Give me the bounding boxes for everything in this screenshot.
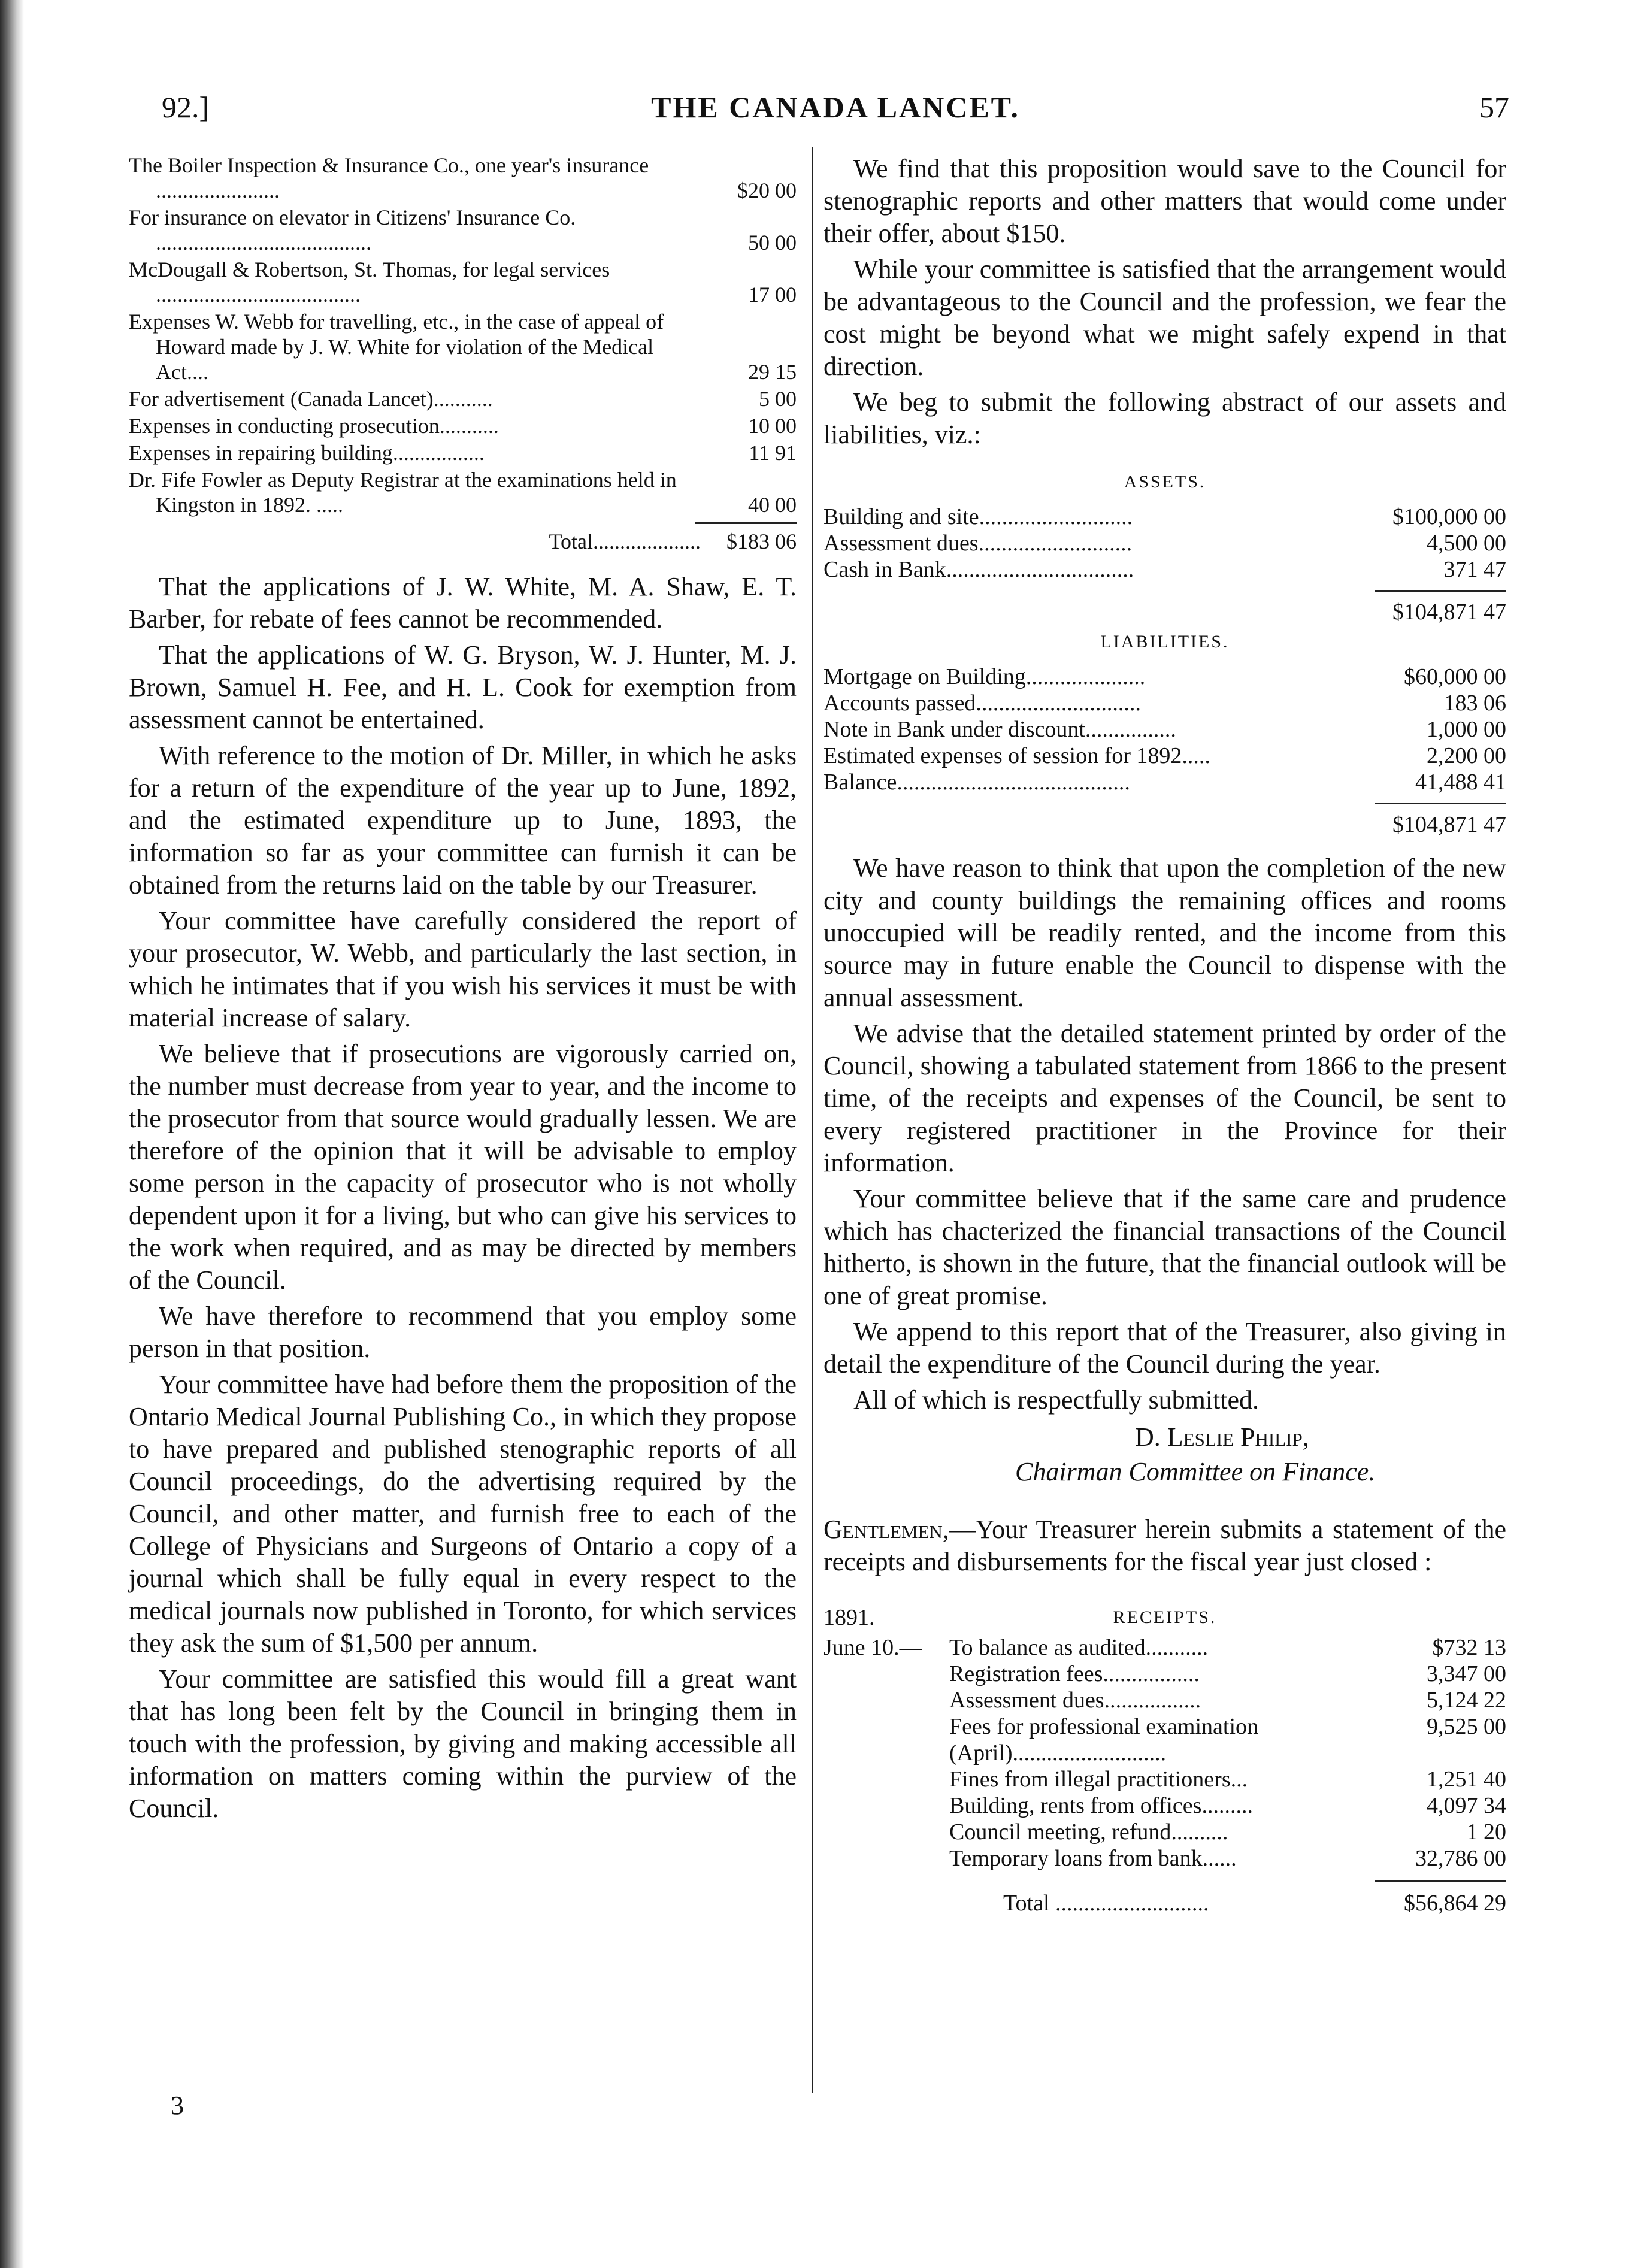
receipt-row bbox=[824, 1687, 1506, 1713]
total-rule bbox=[1375, 803, 1506, 804]
expenses-ledger bbox=[129, 153, 797, 554]
receipt-amount: 32,786 00 bbox=[1415, 1846, 1506, 1871]
asset-amount: $100,000 00 bbox=[1392, 504, 1506, 529]
signatory-role: Chairman Committee on Finance. bbox=[1015, 1457, 1376, 1486]
receipt-amount: 4,097 34 bbox=[1427, 1793, 1506, 1818]
body-paragraph: We append to this report that of the Treasurer, also giving in detail the expenditure of the Council during the year. bbox=[824, 1317, 1506, 1379]
body-paragraph: With reference to the motion of Dr. Miller, in which he asks for a return of the expenditure of the year up to June, 1892, and the estimated expenditure up to June, 1893, the information so far as your committee can furnish it can be obtained from the returns laid on the table by our Treasurer. bbox=[129, 741, 797, 900]
expense-amount: 10 00 bbox=[748, 414, 797, 438]
expense-amount: 17 00 bbox=[748, 283, 797, 307]
receipt-amount: 1,251 40 bbox=[1427, 1767, 1506, 1792]
expense-row bbox=[129, 440, 797, 465]
body-paragraph: We have therefore to recommend that you employ some person in that position. bbox=[129, 1301, 797, 1363]
journal-title: THE CANADA LANCET. bbox=[651, 90, 1020, 124]
expense-amount: 40 00 bbox=[748, 493, 797, 517]
receipt-amount: 5,124 22 bbox=[1427, 1688, 1506, 1713]
liability-amount: 183 06 bbox=[1443, 691, 1506, 716]
asset-row bbox=[824, 504, 1506, 530]
expense-label: Expenses in repairing building................. bbox=[129, 441, 485, 465]
expenses-total-row bbox=[129, 529, 797, 554]
receipt-row bbox=[824, 1634, 1506, 1661]
salutation: Gentlemen, bbox=[824, 1515, 949, 1544]
liability-amount: 2,200 00 bbox=[1427, 743, 1506, 768]
total-rule bbox=[1375, 590, 1506, 592]
signature-mark: 3 bbox=[171, 2091, 184, 2120]
asset-row bbox=[824, 556, 1506, 583]
receipt-label: Fees for professional examination (April)........................... bbox=[949, 1714, 1259, 1766]
receipt-label: Council meeting, refund.......... bbox=[949, 1819, 1228, 1845]
expenses-total-amount: $183 06 bbox=[726, 529, 797, 553]
body-paragraph: Your committee are satisfied this would fill a great want that has long been felt by the Council in bringing them in touch with the profession, by giving and making accessible all information on matters coming within the purview of the Council. bbox=[129, 1664, 797, 1823]
liability-amount: $60,000 00 bbox=[1404, 664, 1506, 689]
expense-row bbox=[129, 205, 797, 255]
receipt-label: Assessment dues................. bbox=[949, 1688, 1201, 1713]
expense-label: Expenses in conducting prosecution........... bbox=[129, 414, 499, 438]
receipts-year: 1891. bbox=[824, 1605, 875, 1630]
expense-label: McDougall & Robertson, St. Thomas, for legal services ...................................... bbox=[129, 258, 610, 307]
treasurer-intro bbox=[824, 1513, 1506, 1578]
receipts-header bbox=[824, 1604, 1506, 1634]
receipt-amount: 3,347 00 bbox=[1427, 1661, 1506, 1686]
assets-table bbox=[824, 469, 1506, 625]
page-header bbox=[162, 84, 1509, 132]
column-divider bbox=[812, 147, 813, 2093]
total-rule bbox=[1375, 1880, 1506, 1882]
body-paragraph: We believe that if prosecutions are vigorously carried on, the number must decrease from year to year, and the income to the prosecutor from that source would gradually lessen. We are therefore of the opinion that it will be advisable to employ some person in the capacity of prosecutor who is not wholly dependent upon it for a living, but who can give his services to the work when required, and as may be directed by members of the Council. bbox=[129, 1039, 797, 1295]
liabilities-total: $104,871 47 bbox=[1392, 812, 1506, 837]
liability-row bbox=[824, 690, 1506, 716]
signatory-name: D. Leslie Philip, bbox=[1135, 1422, 1309, 1452]
body-paragraph: All of which is respectfully submitted. bbox=[853, 1385, 1259, 1415]
liabilities-heading: LIABILITIES. bbox=[1100, 632, 1230, 652]
receipt-label: To balance as audited........... bbox=[949, 1635, 1209, 1660]
issue-number: 92.] bbox=[162, 90, 210, 124]
receipt-label: Fines from illegal practitioners... bbox=[949, 1767, 1248, 1792]
left-column bbox=[129, 153, 797, 1828]
receipts-total-amount: $56,864 29 bbox=[1404, 1891, 1506, 1916]
body-paragraph: Your committee believe that if the same care and prudence which has chacterized the financial transactions of the Council hitherto, is shown in the future, that the financial outlook will be one of great promise. bbox=[824, 1184, 1506, 1310]
liability-row bbox=[824, 664, 1506, 690]
receipt-row bbox=[824, 1661, 1506, 1687]
expense-label: The Boiler Inspection & Insurance Co., one year's insurance ....................... bbox=[129, 153, 649, 202]
assets-total: $104,871 47 bbox=[1392, 599, 1506, 625]
expense-amount: 50 00 bbox=[748, 231, 797, 255]
asset-label: Cash in Bank................................. bbox=[824, 557, 1134, 582]
expenses-total-label: Total.................... bbox=[549, 529, 701, 553]
receipt-row bbox=[824, 1845, 1506, 1872]
body-paragraph: While your committee is satisfied that the arrangement would be advantageous to the Council and the profession, we fear the cost might be beyond what we might safely expend in that direction. bbox=[824, 255, 1506, 381]
expense-row bbox=[129, 467, 797, 517]
expense-label: For insurance on elevator in Citizens' Insurance Co. ........................................ bbox=[129, 205, 576, 255]
expense-amount: $20 00 bbox=[737, 178, 797, 202]
signature-block bbox=[824, 1420, 1506, 1489]
right-column bbox=[824, 153, 1506, 1916]
liability-amount: 41,488 41 bbox=[1415, 770, 1506, 795]
receipt-row bbox=[824, 1713, 1506, 1766]
receipt-row bbox=[824, 1766, 1506, 1792]
liability-row bbox=[824, 769, 1506, 795]
expense-amount: 11 91 bbox=[749, 441, 797, 465]
body-paragraph: That the applications of W. G. Bryson, W. J. Hunter, M. J. Brown, Samuel H. Fee, and H. L. Cook for exemption from assessment cannot be entertained. bbox=[129, 640, 797, 734]
body-paragraph: We find that this proposition would save to the Council for stenographic reports and other matters that would come under their offer, about $150. bbox=[824, 154, 1506, 248]
liability-label: Mortgage on Building..................... bbox=[824, 664, 1146, 689]
receipt-label: Temporary loans from bank...... bbox=[949, 1846, 1237, 1871]
expense-row bbox=[129, 153, 797, 203]
asset-amount: 371 47 bbox=[1443, 557, 1506, 582]
receipt-date: June 10.— bbox=[824, 1635, 922, 1660]
body-paragraph: Your committee have carefully considered the report of your prosecutor, W. Webb, and particularly the last section, in which he intimates that if you wish his services it must be with material increase of salary. bbox=[129, 906, 797, 1032]
total-rule bbox=[695, 522, 797, 524]
liability-label: Estimated expenses of session for 1892..... bbox=[824, 743, 1210, 768]
expense-label: Dr. Fife Fowler as Deputy Registrar at the examinations held in Kingston in 1892. ..... bbox=[129, 468, 677, 517]
receipt-row bbox=[824, 1792, 1506, 1819]
left-body-text bbox=[129, 571, 797, 1825]
expense-amount: 5 00 bbox=[759, 387, 797, 411]
liability-label: Balance......................................... bbox=[824, 770, 1130, 795]
body-paragraph: We have reason to think that upon the completion of the new city and county buildings the remaining offices and rooms unoccupied will be readily rented, and the income from this source may in future enable the Council to dispense with the annual assessment. bbox=[824, 853, 1506, 1012]
liability-amount: 1,000 00 bbox=[1427, 717, 1506, 742]
expense-row bbox=[129, 257, 797, 307]
asset-amount: 4,500 00 bbox=[1427, 531, 1506, 556]
liability-label: Accounts passed............................. bbox=[824, 691, 1141, 716]
receipt-amount: 1 20 bbox=[1466, 1819, 1506, 1845]
treasurer-intro-text: —Your Treasurer herein submits a statement of the receipts and disbursements for the fiscal year just closed : bbox=[824, 1515, 1506, 1576]
receipt-amount: 9,525 00 bbox=[1427, 1714, 1506, 1739]
expense-label: For advertisement (Canada Lancet)........... bbox=[129, 387, 493, 411]
body-paragraph: Your committee have had before them the proposition of the Ontario Medical Journal Publishing Co., in which they propose to have prepared and published stenographic reports of all Council proceedings, do the advertising required by the Council, and other matter, and furnish free to each of the College of Physicians and Surgeons of Ontario a copy of a journal which shall be fully equal in every respect to the medical journals now published in Toronto, for which services they ask the sum of $1,500 per annum. bbox=[129, 1370, 797, 1658]
body-paragraph: We beg to submit the following abstract of our assets and liabilities, viz.: bbox=[824, 387, 1506, 449]
asset-label: Assessment dues........................... bbox=[824, 531, 1133, 556]
expense-row bbox=[129, 386, 797, 411]
receipt-label: Building, rents from offices......... bbox=[949, 1793, 1253, 1818]
expense-label: Expenses W. Webb for travelling, etc., in the case of appeal of Howard made by J. W. White for violation of the Medical Act.... bbox=[129, 310, 664, 384]
expense-row bbox=[129, 309, 797, 384]
receipts-total-row bbox=[824, 1890, 1506, 1916]
page-number: 57 bbox=[1479, 90, 1509, 124]
body-paragraph: We advise that the detailed statement printed by order of the Council, showing a tabulated statement from 1866 to the present time, of the receipts and expenses of the Council, be sent to every registered practitioner in the Province for their information. bbox=[824, 1019, 1506, 1177]
asset-label: Building and site........................... bbox=[824, 504, 1133, 529]
expense-row bbox=[129, 413, 797, 438]
receipts-heading: RECEIPTS. bbox=[1113, 1607, 1217, 1627]
receipts-table bbox=[824, 1604, 1506, 1916]
liabilities-table bbox=[824, 629, 1506, 838]
receipt-label: Registration fees................. bbox=[949, 1661, 1200, 1686]
body-paragraph: That the applications of J. W. White, M. A. Shaw, E. T. Barber, for rebate of fees cannot be recommended. bbox=[129, 572, 797, 634]
receipt-row bbox=[824, 1819, 1506, 1845]
liability-label: Note in Bank under discount................ bbox=[824, 717, 1176, 742]
liability-row bbox=[824, 743, 1506, 769]
expense-amount: 29 15 bbox=[748, 360, 797, 384]
receipts-total-label: Total ........................... bbox=[1003, 1891, 1209, 1916]
assets-heading: ASSETS. bbox=[1124, 472, 1206, 492]
liability-row bbox=[824, 716, 1506, 743]
asset-row bbox=[824, 530, 1506, 556]
right-body-text bbox=[824, 852, 1506, 1416]
page-edge-shadow bbox=[0, 0, 24, 2268]
receipt-amount: $732 13 bbox=[1432, 1635, 1506, 1660]
